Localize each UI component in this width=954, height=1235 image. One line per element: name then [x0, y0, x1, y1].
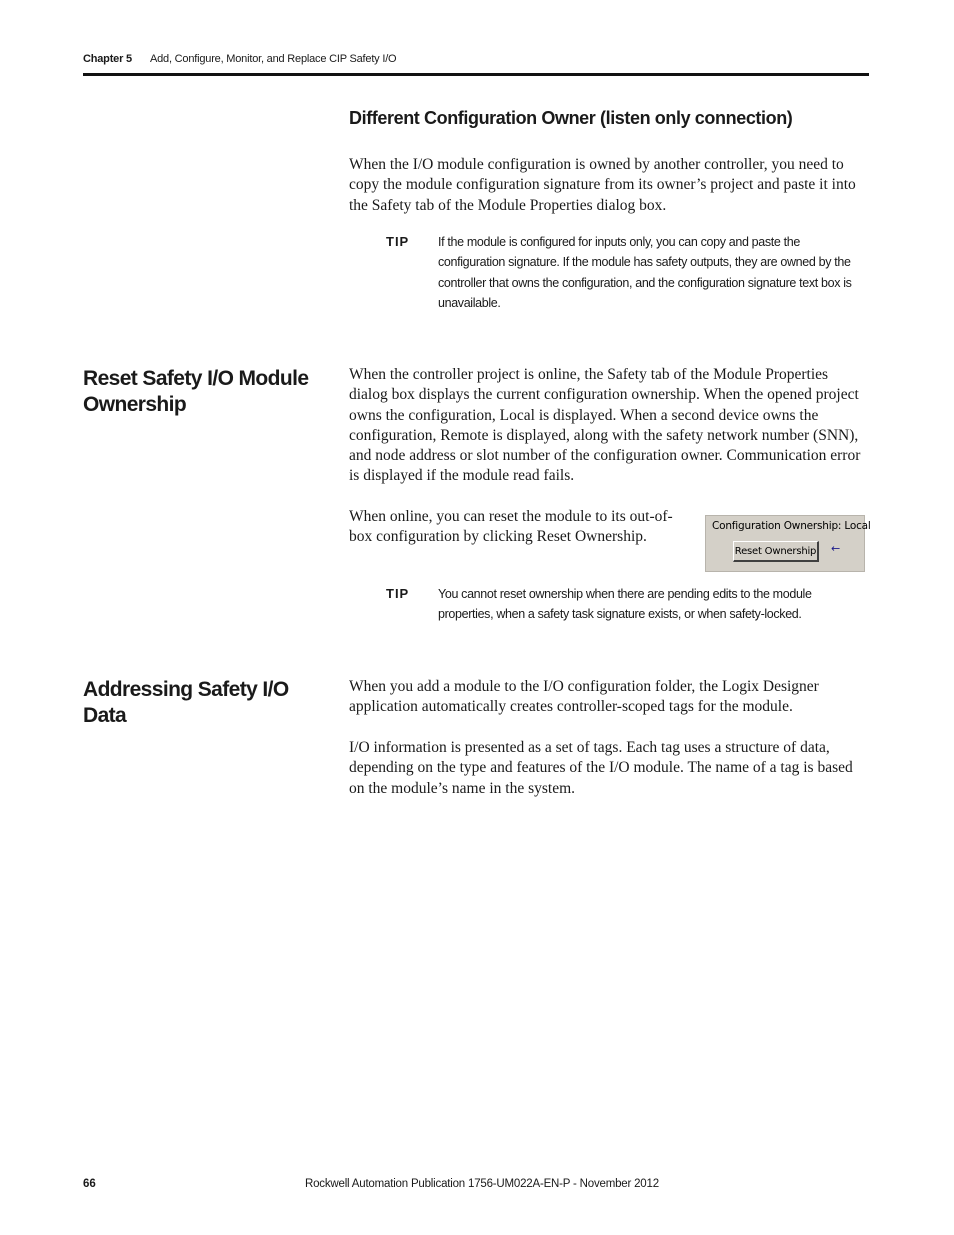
ownership-screenshot — [705, 515, 871, 572]
addressing-heading: Addressing Safety I/O Data — [83, 678, 289, 727]
listen-only-heading: Different Configuration Owner (listen only connection) — [349, 108, 793, 128]
reset-ownership-instruction: When online, you can reset the module to its out-of-box configuration by clicking Reset Ownership. — [349, 508, 673, 546]
arrow-left-icon: ← — [831, 542, 841, 555]
reset-ownership-heading: Reset Safety I/O Module Ownership — [83, 367, 309, 416]
tip-text: If the module is configured for inputs only, you can copy and paste the configuration signature. If the module has safety outputs, they are owned by the controller that owns the configuration, and the configuration signature text box is unavailable. — [438, 235, 852, 310]
reset-ownership-paragraph: When the controller project is online, the Safety tab of the Module Properties dialog box displays the current configuration ownership. When the opened project owns the configuration, Local is displayed. When a second device owns the configuration, Remote is displayed, along with the safety network number (SNN), and node address or slot number of the configuration owner. Communication error is displayed if the module read fails. — [349, 366, 861, 485]
listen-only-paragraph: When the I/O module configuration is owned by another controller, you need to copy the module configuration signature from its owner’s project and paste it into the Safety tab of the Module Properties dialog box. — [349, 156, 856, 214]
tip-text: You cannot reset ownership when there are pending edits to the module properties, when a safety task signature exists, or when safety-locked. — [438, 587, 812, 622]
ownership-label — [712, 520, 871, 532]
ownership-label-text: Configuration Ownership: — [712, 520, 842, 532]
page-number: 66 — [83, 1178, 96, 1190]
addressing-paragraph-2: I/O information is presented as a set of tags. Each tag uses a structure of data, depending on the type and features of the I/O module. The name of a tag is based on the module’s name in the system. — [349, 739, 853, 797]
tip-label: TIP — [386, 586, 410, 601]
header-rule — [83, 73, 869, 76]
publication-info: Rockwell Automation Publication 1756-UM022A-EN-P - November 2012 — [305, 1178, 659, 1190]
chapter-title: Add, Configure, Monitor, and Replace CIP Safety I/O — [150, 53, 397, 65]
addressing-paragraph-1: When you add a module to the I/O configuration folder, the Logix Designer application automatically creates controller-scoped tags for the module. — [349, 678, 819, 716]
reset-ownership-button[interactable]: Reset Ownership — [733, 541, 819, 562]
tip-label: TIP — [386, 234, 410, 249]
ownership-value: Local — [844, 520, 871, 532]
chapter-label: Chapter 5 — [83, 53, 132, 65]
